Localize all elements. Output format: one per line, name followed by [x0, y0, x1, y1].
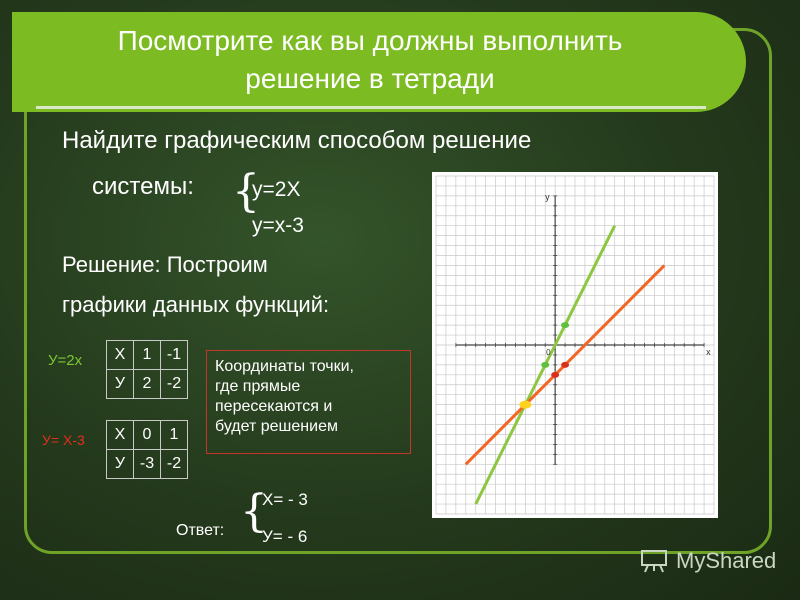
note-line: Координаты точки, [215, 358, 354, 375]
title-underline [36, 106, 706, 109]
coordinate-plot [432, 172, 718, 518]
note-line: пересекаются и [215, 398, 333, 415]
data-point [561, 362, 569, 368]
slide-title [40, 22, 700, 98]
title-line-1: Посмотрите как вы должны выполнить [117, 25, 623, 56]
table-cell: -2 [161, 370, 188, 399]
solution-note [206, 350, 411, 454]
watermark [640, 548, 776, 574]
table-row [107, 341, 188, 370]
task-line-2: системы: [92, 173, 194, 200]
table-cell: Х [107, 341, 134, 370]
answer-label: Ответ: [176, 522, 225, 539]
table-cell: -3 [134, 450, 161, 479]
note-line: будет решением [215, 418, 338, 435]
table-cell: У [107, 450, 134, 479]
table-cell: -2 [161, 450, 188, 479]
answer-brace: { [240, 486, 268, 537]
table-cell: 2 [134, 370, 161, 399]
equation-1: у=2Х [252, 178, 301, 201]
plot-axes [456, 196, 704, 464]
system-brace: { [232, 166, 260, 217]
solution-line-1: Решение: Построим [62, 252, 268, 277]
value-table-1 [106, 340, 188, 399]
equation-2: у=х-3 [252, 214, 304, 237]
table-cell: -1 [161, 341, 188, 370]
origin-label: 0 [546, 348, 551, 357]
table-row [107, 421, 188, 450]
data-point [561, 322, 569, 328]
watermark-text: MyShared [676, 548, 777, 573]
answer-y: У= - 6 [262, 527, 308, 546]
graph-panel [432, 172, 718, 518]
data-point [551, 372, 559, 378]
table-cell: 0 [134, 421, 161, 450]
solution-line-2: графики данных функций: [62, 292, 330, 317]
x-axis-label: x [706, 347, 711, 357]
task-line-1: Найдите графическим способом решение [62, 127, 532, 154]
table-cell: Х [107, 421, 134, 450]
table-cell: 1 [134, 341, 161, 370]
table-row [107, 450, 188, 479]
data-point [541, 362, 549, 368]
table-1-label: У=2х [48, 352, 83, 369]
table-cell: 1 [161, 421, 188, 450]
table-2-label: У= Х-3 [42, 432, 85, 448]
y-axis-label: y [545, 191, 550, 202]
table-cell: У [107, 370, 134, 399]
answer-x: Х= - 3 [262, 490, 308, 509]
presentation-board-icon [640, 549, 668, 573]
note-line: где прямые [215, 378, 301, 395]
value-table-2 [106, 420, 188, 479]
table-row [107, 370, 188, 399]
data-point [519, 401, 531, 409]
title-line-2: решение в тетради [245, 63, 495, 94]
